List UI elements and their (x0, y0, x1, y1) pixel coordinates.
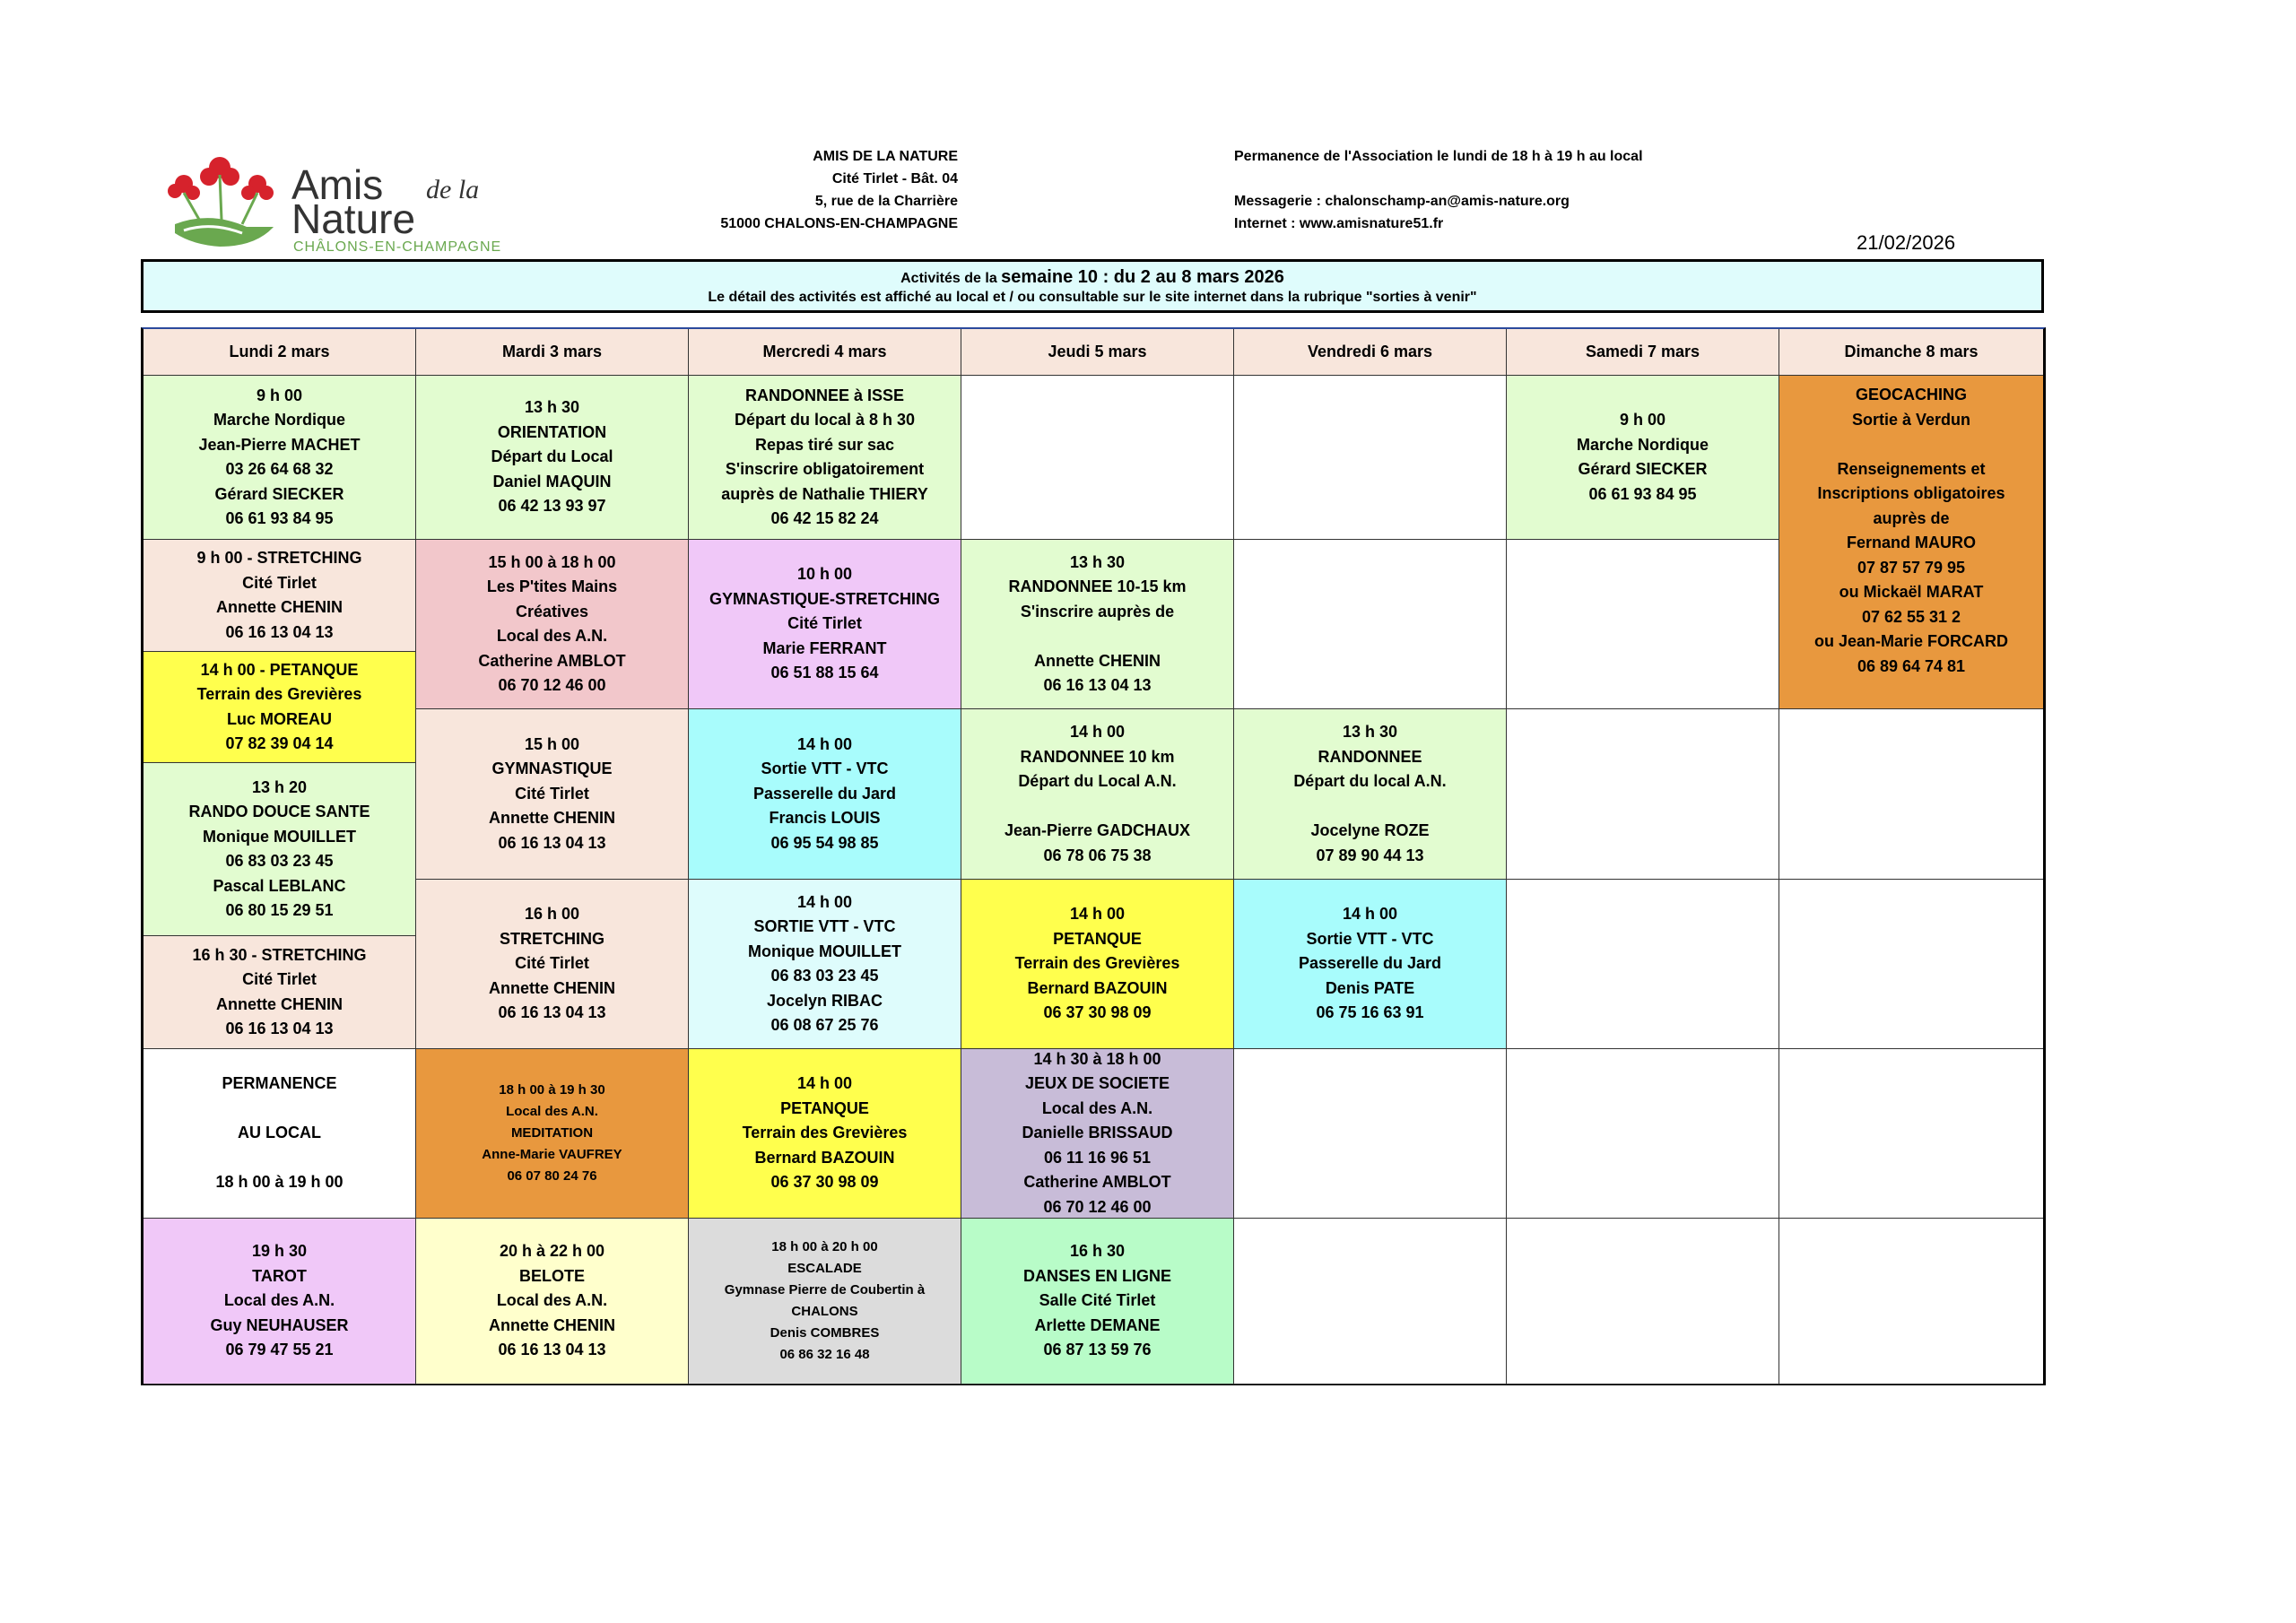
activity-line: 10 h 00 (796, 565, 853, 584)
empty-cell (1507, 1219, 1779, 1384)
activity-line: 06 61 93 84 95 (1588, 484, 1697, 503)
activity-line: 07 62 55 31 2 (1861, 607, 1961, 626)
activity-line: Terrain des Grevières (742, 1124, 908, 1142)
activity-line: 16 h 30 - STRETCHING (192, 945, 367, 964)
activity-line: 07 82 39 04 14 (225, 734, 334, 752)
activity-line: 06 87 13 59 76 (1043, 1341, 1152, 1359)
activity-line: 20 h à 22 h 00 (499, 1242, 605, 1261)
activity-line: RANDONNEE à ISSE (744, 386, 905, 404)
activity-line: 14 h 00 (1342, 905, 1398, 924)
activity-cell (689, 880, 961, 1049)
activity-line: Les P'tites Mains (486, 577, 618, 595)
activity-line: S'inscrire auprès de (1020, 602, 1175, 621)
address-line: 5, rue de la Charrière (814, 194, 958, 209)
activity-line: Jean-Pierre MACHET (198, 435, 361, 454)
activity-cell (689, 709, 961, 880)
activity-line: Pascal LEBLANC (213, 876, 346, 895)
activity-line: 06 70 12 46 00 (498, 676, 606, 694)
activity-line: PETANQUE (780, 1098, 869, 1117)
activity-line: auprès de Nathalie THIERY (721, 484, 928, 503)
activity-cell (144, 1049, 416, 1219)
activity-line: MEDITATION (510, 1125, 594, 1141)
activity-line: JEUX DE SOCIETE (1024, 1074, 1170, 1093)
activity-line: 14 h 30 à 18 h 00 (1033, 1049, 1161, 1068)
activity-cell (416, 709, 689, 880)
website-text: Internet : www.amisnature51.fr (1234, 216, 1444, 231)
day-header: Dimanche 8 mars (1779, 329, 2043, 376)
activity-line: RANDONNEE 10 km (1020, 747, 1175, 766)
activity-line: Annette CHENIN (488, 809, 615, 828)
activity-line: ou Mickaël MARAT (1839, 583, 1984, 601)
email-text: Messagerie : chalonschamp-an@amis-nature.org (1234, 194, 1570, 209)
activity-cell (689, 1049, 961, 1219)
activity-line: 18 h 00 à 19 h 30 (499, 1082, 605, 1098)
activity-line: Sortie VTT - VTC (761, 759, 889, 778)
activity-line: ORIENTATION (497, 422, 607, 441)
activity-cell (144, 1219, 416, 1384)
activity-line: 18 h 00 à 19 h 00 (215, 1173, 344, 1192)
activity-line: Annette CHENIN (488, 1315, 615, 1334)
activity-line: 15 h 00 à 18 h 00 (488, 552, 616, 571)
activity-line: Guy NEUHAUSER (210, 1315, 349, 1334)
banner-prefix: Activités de la (900, 271, 1002, 286)
day-header: Mercredi 4 mars (689, 329, 961, 376)
activity-line: Sortie VTT - VTC (1306, 929, 1434, 948)
activity-line: CHALONS (791, 1304, 858, 1319)
activity-line: STRETCHING (500, 929, 604, 948)
activity-line: 14 h 00 - PETANQUE (200, 660, 359, 679)
activity-line: 06 16 13 04 13 (1043, 676, 1152, 694)
activity-line: Créatives (515, 602, 589, 621)
activity-line: 14 h 00 (1069, 723, 1126, 741)
activity-line: Fernand MAURO (1847, 534, 1976, 551)
banner-detail: Le détail des activités est affiché au local et / ou consultable sur le site internet dans la rubrique "sorties à venir" (708, 290, 1477, 305)
activity-line: DANSES EN LIGNE (1022, 1266, 1172, 1285)
weekly-schedule-table (141, 327, 2046, 1385)
day-header: Jeudi 5 mars (961, 329, 1234, 376)
empty-cell (1779, 709, 2043, 880)
activity-line: PETANQUE (1053, 929, 1142, 948)
activity-line: 14 h 00 (796, 734, 853, 753)
activity-line: 06 83 03 23 45 (770, 967, 879, 985)
empty-cell (1234, 1219, 1507, 1384)
activity-line: Cité Tirlet (515, 784, 589, 803)
banner-week: semaine 10 : du 2 au 8 mars 2026 (1001, 267, 1284, 287)
activity-line: 06 86 32 16 48 (779, 1347, 870, 1362)
logo-nature: Nature (291, 195, 416, 242)
activity-line: 06 16 13 04 13 (225, 622, 334, 641)
activity-line: Local des A.N. (496, 1291, 608, 1310)
activity-line: 06 37 30 98 09 (770, 1173, 879, 1192)
activity-line: Départ du Local (491, 447, 613, 466)
document-date: 21/02/2026 (1857, 231, 1956, 254)
empty-cell (1507, 540, 1779, 709)
activity-line: 06 89 64 74 81 (1857, 656, 1966, 675)
activity-line: 06 83 03 23 45 (225, 852, 334, 870)
activity-cell (144, 376, 416, 540)
activity-line: 06 11 16 96 51 (1043, 1148, 1152, 1167)
empty-cell (1507, 709, 1779, 880)
activity-line: Local des A.N. (223, 1291, 335, 1310)
activity-line: Renseignements et (1837, 459, 1986, 478)
day-header: Lundi 2 mars (144, 329, 416, 376)
activity-line: Marie FERRANT (762, 638, 887, 657)
activity-cell (961, 540, 1234, 709)
activity-line: 06 75 16 63 91 (1316, 1003, 1424, 1022)
activity-line: 06 16 13 04 13 (225, 1020, 334, 1037)
activity-line: Jean-Pierre GADCHAUX (1004, 821, 1191, 839)
activity-line: Marche Nordique (213, 411, 346, 429)
activity-cell (1507, 376, 1779, 540)
activity-line: Annette CHENIN (215, 598, 343, 616)
activity-line: auprès de (1873, 508, 1950, 527)
empty-cell (1779, 1049, 2043, 1219)
activity-line: Gérard SIECKER (214, 484, 344, 503)
activity-line: Anne-Marie VAUFREY (482, 1147, 622, 1162)
logo-city: CHÂLONS-EN-CHAMPAGNE (293, 239, 502, 255)
activity-line: AU LOCAL (238, 1124, 321, 1142)
activity-line: Cité Tirlet (242, 970, 317, 988)
activity-line: Catherine AMBLOT (478, 651, 626, 670)
logo-amis: Amis (291, 161, 384, 208)
activity-line: Bernard BAZOUIN (1027, 978, 1168, 997)
activity-cell (961, 1219, 1234, 1384)
activity-line: Départ du Local A.N. (1018, 772, 1177, 790)
activity-line: 06 42 15 82 24 (770, 509, 879, 527)
activity-cell (144, 540, 416, 652)
activity-cell (1234, 880, 1507, 1049)
activity-line: Passerelle du Jard (1298, 954, 1442, 973)
activity-line: 13 h 30 (524, 398, 580, 417)
activity-line: 14 h 00 (796, 892, 853, 911)
activity-line: 14 h 00 (796, 1074, 853, 1093)
activity-line: 06 70 12 46 00 (1043, 1197, 1152, 1216)
activity-line: Annette CHENIN (1033, 651, 1161, 670)
activity-line: Repas tiré sur sac (754, 435, 895, 454)
activity-line: 19 h 30 (251, 1242, 308, 1261)
activity-line: 06 08 67 25 76 (770, 1016, 879, 1034)
activity-line: S'inscrire obligatoirement (725, 460, 925, 478)
empty-cell (1234, 1049, 1507, 1219)
activity-line: Local des A.N. (506, 1104, 598, 1119)
logo (157, 148, 552, 260)
activity-cell (144, 652, 416, 763)
activity-line: Cité Tirlet (242, 573, 317, 592)
empty-cell (1234, 540, 1507, 709)
activity-cell (416, 880, 689, 1049)
activity-line: Cité Tirlet (515, 954, 589, 973)
activity-cell (961, 709, 1234, 880)
activity-line: Local des A.N. (1041, 1098, 1153, 1117)
activity-line: 06 79 47 55 21 (225, 1341, 334, 1359)
empty-cell (1779, 1219, 2043, 1384)
activity-line: Monique MOUILLET (748, 942, 901, 960)
activity-line: Local des A.N. (496, 627, 608, 645)
activity-line: Cité Tirlet (787, 614, 862, 633)
logo-dela: de la (426, 175, 480, 204)
activity-line: TAROT (252, 1266, 307, 1285)
activity-cell (961, 880, 1234, 1049)
week-banner (141, 259, 2044, 313)
address-line: 51000 CHALONS-EN-CHAMPAGNE (720, 216, 958, 231)
activity-line: 06 42 13 93 97 (498, 497, 606, 516)
activity-line: Daniel MAQUIN (492, 472, 612, 490)
activity-line: Terrain des Grevières (196, 685, 362, 703)
activity-line: 16 h 30 (1069, 1242, 1126, 1261)
permanence-text: Permanence de l'Association le lundi de 18 h à 19 h au local (1234, 149, 1643, 164)
activity-line: 03 26 64 68 32 (225, 460, 334, 478)
activity-line: 06 61 93 84 95 (225, 509, 334, 527)
activity-line: 06 80 15 29 51 (225, 901, 334, 919)
activity-cell (1779, 376, 2043, 709)
activity-cell (1234, 709, 1507, 880)
activity-line: Gérard SIECKER (1578, 460, 1708, 478)
empty-cell (961, 376, 1234, 540)
activity-line: GEOCACHING (1855, 386, 1967, 404)
activity-line: ou Jean-Marie FORCARD (1813, 632, 2009, 650)
activity-line: 06 95 54 98 85 (770, 833, 879, 852)
activity-line: 07 87 57 79 95 (1857, 558, 1966, 577)
activity-line: 06 16 13 04 13 (498, 1003, 606, 1022)
activity-line: Luc MOREAU (227, 709, 332, 728)
empty-cell (1779, 880, 2043, 1049)
activity-line: Denis COMBRES (770, 1325, 880, 1341)
activity-line: Jocelyne ROZE (1310, 821, 1430, 839)
activity-line: Francis LOUIS (769, 809, 881, 828)
activity-line: Bernard BAZOUIN (754, 1148, 895, 1167)
association-address (720, 145, 958, 235)
activity-line: Jocelyn RIBAC (766, 991, 883, 1010)
activity-cell (689, 540, 961, 709)
activity-line: Monique MOUILLET (203, 827, 356, 846)
activity-line: 06 16 13 04 13 (498, 833, 606, 852)
activity-line: RANDONNEE 10-15 km (1008, 577, 1187, 595)
activity-line: 14 h 00 (1069, 905, 1126, 924)
activity-line: Catherine AMBLOT (1023, 1173, 1171, 1192)
activity-line: Denis PATE (1325, 978, 1415, 997)
activity-line: BELOTE (518, 1266, 585, 1285)
activity-line: ESCALADE (787, 1261, 862, 1276)
activity-line: RANDO DOUCE SANTE (188, 803, 370, 820)
activity-line: Départ du local A.N. (1293, 772, 1447, 790)
empty-cell (1507, 880, 1779, 1049)
activity-cell (689, 376, 961, 540)
activity-line: 06 78 06 75 38 (1043, 846, 1152, 864)
activity-line: 06 37 30 98 09 (1043, 1003, 1152, 1022)
activity-line: 15 h 00 (524, 734, 580, 753)
activity-line: Gymnase Pierre de Coubertin à (724, 1282, 926, 1298)
activity-line: Inscriptions obligatoires (1817, 484, 2005, 502)
day-header: Mardi 3 mars (416, 329, 689, 376)
day-header: Vendredi 6 mars (1234, 329, 1507, 376)
activity-line: Marche Nordique (1576, 435, 1709, 454)
flower-hands-icon (157, 148, 291, 256)
activity-cell (416, 1219, 689, 1384)
activity-line: Arlette DEMANE (1034, 1315, 1161, 1334)
activity-line: 06 07 80 24 76 (507, 1168, 597, 1184)
activity-cell (961, 1049, 1234, 1219)
activity-cell (416, 540, 689, 709)
address-line: Cité Tirlet - Bât. 04 (831, 171, 958, 187)
activity-line: Danielle BRISSAUD (1022, 1124, 1173, 1142)
activity-line: 07 89 90 44 13 (1316, 846, 1424, 864)
activity-cell (416, 1049, 689, 1219)
activity-line: Annette CHENIN (488, 978, 615, 997)
activity-cell (144, 936, 416, 1049)
activity-cell (416, 376, 689, 540)
activity-line: 13 h 30 (1342, 723, 1398, 741)
activity-line: 18 h 00 à 20 h 00 (771, 1239, 878, 1254)
activity-cell (144, 763, 416, 936)
address-line: AMIS DE LA NATURE (813, 149, 958, 164)
activity-cell (689, 1219, 961, 1384)
activity-line: 13 h 20 (251, 777, 308, 796)
activity-line: RANDONNEE (1318, 747, 1422, 766)
activity-line: 13 h 30 (1069, 552, 1126, 571)
activity-line: Passerelle du Jard (752, 784, 897, 803)
activity-line: Départ du local à 8 h 30 (734, 411, 916, 429)
activity-line: 9 h 00 (1619, 411, 1666, 429)
activity-line: 06 51 88 15 64 (770, 664, 879, 682)
activity-line: 06 16 13 04 13 (498, 1341, 606, 1359)
activity-line: Salle Cité Tirlet (1039, 1291, 1156, 1310)
day-header: Samedi 7 mars (1507, 329, 1779, 376)
empty-cell (1234, 376, 1507, 540)
activity-line: Annette CHENIN (215, 994, 343, 1013)
activity-line: Terrain des Grevières (1014, 954, 1180, 973)
activity-line: 16 h 00 (524, 905, 580, 924)
activity-line: GYMNASTIQUE-STRETCHING (709, 589, 940, 608)
activity-line: 9 h 00 (256, 386, 303, 404)
empty-cell (1507, 1049, 1779, 1219)
activity-line: Sortie à Verdun (1851, 410, 1971, 429)
association-info (1234, 145, 1643, 235)
activity-line: PERMANENCE (222, 1074, 337, 1093)
activity-line: GYMNASTIQUE (491, 759, 613, 778)
activity-line: SORTIE VTT - VTC (753, 917, 896, 935)
activity-line: 9 h 00 - STRETCHING (196, 549, 362, 567)
